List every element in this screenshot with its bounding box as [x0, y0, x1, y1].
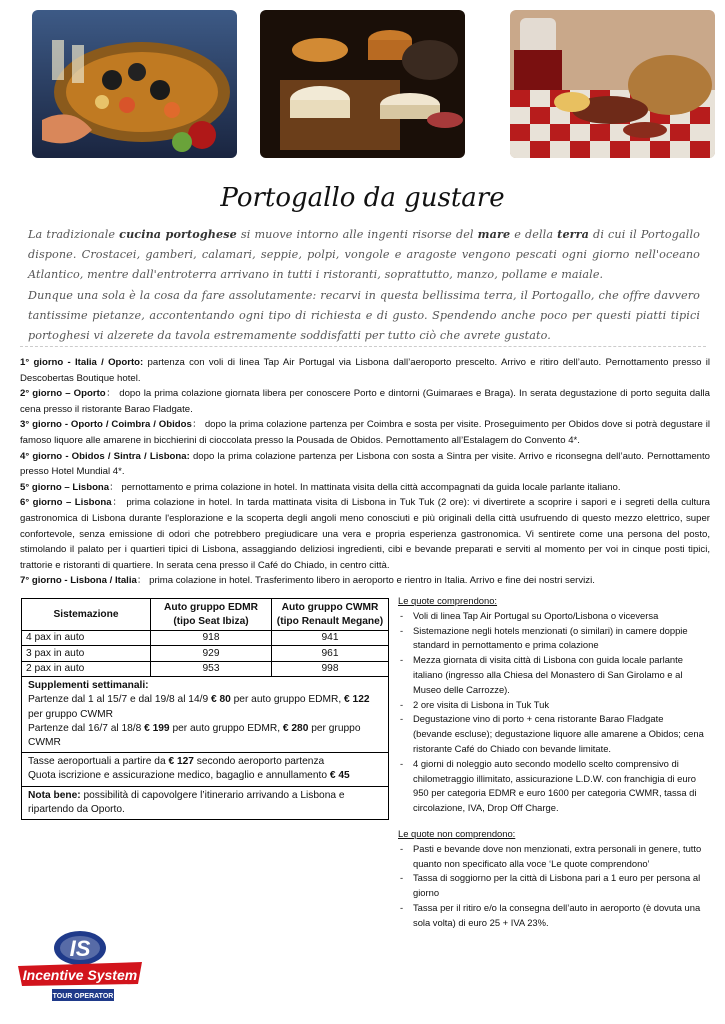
- intro-text-part: di cui il Portogallo dispone. Crostacei, gamberi, calamari, seppie, polpi, vongole e aragoste vengono pescati ogni giorno nell'oceano Atlantico, mentre dall'entroterra arrivano in tutti i ristoranti, soprattutto, manzo, pollame e maiale.: [28, 228, 700, 282]
- intro-text-part: e della: [510, 228, 558, 241]
- logo-subtitle: TOUR OPERATOR: [52, 993, 114, 1000]
- header-line: Auto gruppo CWMR: [281, 601, 379, 613]
- cured-meats-photo: [510, 10, 715, 158]
- itinerary-day: [20, 573, 710, 589]
- day-text: ： pernottamento e prima colazione in hotel. In mattinata visita della città accompagnati da guida locale parlante italiano.: [109, 481, 621, 493]
- itinerary-day: [20, 386, 710, 417]
- day-text: ： dopo la prima colazione giornata libera per conoscere Porto e dintorni (Guimaraes e Braga). In serata degustazione di porto seguita dalla cena presso il ristorante Barao Fladgate.: [20, 388, 710, 415]
- supplements-title: Supplementi settimanali:: [28, 680, 149, 692]
- price-cwmr: 998: [272, 661, 389, 676]
- supplement-text: Partenze dal 16/7 al 18/8: [28, 722, 145, 734]
- exclusions-list: [398, 842, 704, 931]
- column-header-sistemazione: Sistemazione: [22, 599, 151, 631]
- supplement-amount: € 122: [344, 694, 370, 706]
- list-item: - 2 ore visita di Lisbona in Tuk Tuk: [398, 698, 704, 713]
- supplements-row: [22, 677, 389, 753]
- column-header-cwmr: [272, 599, 389, 631]
- itinerary: [20, 355, 710, 589]
- supplement-text: per gruppo CWMR: [28, 722, 361, 748]
- supplement-amount: € 80: [210, 694, 231, 706]
- tax-amount: € 127: [168, 756, 194, 768]
- intro-text: [28, 224, 700, 346]
- supplement-amount: € 199: [144, 722, 170, 734]
- day-heading: 1° giorno - Italia / Oporto:: [20, 357, 144, 368]
- day-heading: 7° giorno - Lisbona / Italia: [20, 575, 137, 587]
- row-label: 3 pax in auto: [22, 646, 151, 661]
- intro-text-part: si muove intorno alle ingenti risorse del: [236, 228, 478, 241]
- incentive-system-logo: [16, 928, 146, 1004]
- tax-text: Tasse aeroportuali a partire da: [28, 756, 169, 768]
- fee-amount: € 45: [329, 770, 350, 782]
- fee-text: Quota iscrizione e assicurazione medico, bagaglio e annullamento: [28, 770, 330, 782]
- supplement-text: per auto gruppo EDMR,: [169, 722, 283, 734]
- cheese-photo: [260, 10, 465, 158]
- inclusions-list: [398, 609, 704, 816]
- note-text: possibilità di capovolgere l’itinerario arrivando a Lisbona e ripartendo da Oporto.: [28, 789, 345, 815]
- row-label: 2 pax in auto: [22, 661, 151, 676]
- note-row: [22, 786, 389, 819]
- list-item: - Degustazione vino di porto + cena ristorante Barao Fladgate (bevande escluse); degustazione liquore alle amarene a Obidos; cena ristorante Café do Chiado con bevande limitate.: [398, 712, 704, 756]
- photo-strip: [32, 10, 694, 160]
- list-item: - Sistemazione negli hotels menzionati (o similari) in camere doppie standard in pernottamento e prima colazione: [398, 624, 704, 654]
- supplements-cell: [22, 677, 389, 753]
- section-divider: [20, 346, 706, 347]
- seafood-paella-photo: [32, 10, 237, 158]
- header-line: (tipo Renault Megane): [276, 615, 384, 627]
- day-heading: 5° giorno – Lisbona: [20, 481, 110, 493]
- table-header-row: [22, 599, 389, 631]
- price-edmr: 953: [151, 661, 272, 676]
- supplement-text: Partenze dal 1 al 15/7 e dal 19/8 al 14/9: [28, 694, 211, 706]
- day-text: ： dopo la prima colazione partenza per Coimbra e sosta per visite. Proseguimento per Obidos dove si potrà degustare il famoso liquore alle amarene in bicchierini di cioccolata presso la Pousada de Obidos. Pernottamento all’Estalagem do Convento 4*.: [20, 419, 710, 446]
- intro-emphasis: terra: [557, 227, 589, 241]
- intro-emphasis: mare: [477, 227, 511, 241]
- page-title: Portogallo da gustare: [220, 183, 505, 213]
- day-text: dopo la prima colazione partenza per Lisbona con sosta a Sintra per visite. Arrivo e riconsegna dell’auto. Pernottamento presso Hotel Mundial 4*.: [20, 450, 710, 478]
- exclusions-heading: Le quote non comprendono:: [398, 827, 516, 839]
- list-item: - Tassa per il ritiro e/o la consegna dell’auto in aeroporto (è dovuta una sola volta) di euro 25 + IVA 23%.: [398, 901, 704, 931]
- day-heading: 3° giorno - Oporto / Coimbra / Obidos: [20, 419, 192, 431]
- supplement-amount: € 280: [282, 722, 309, 734]
- day-heading: 2° giorno – Oporto: [20, 388, 106, 400]
- taxes-row: [22, 753, 389, 786]
- logo-mark: IS: [69, 936, 91, 961]
- logo-name: Incentive System: [22, 967, 138, 983]
- list-item: - Pasti e bevande dove non menzionati, extra personali in genere, tutto quanto non specificato alla voce ‘Le quote comprendono’: [398, 842, 704, 872]
- intro-emphasis: cucina portoghese: [119, 227, 237, 241]
- table-row: [22, 661, 389, 676]
- note-cell: [22, 786, 389, 819]
- day-heading: 4° giorno - Obidos / Sintra / Lisbona:: [20, 450, 190, 462]
- intro-text-part: La tradizionale: [28, 228, 120, 241]
- price-cwmr: 961: [272, 646, 389, 661]
- price-edmr: 929: [151, 646, 272, 661]
- itinerary-day: [20, 417, 710, 448]
- supplement-text: per auto gruppo EDMR,: [230, 694, 345, 706]
- list-item: - 4 giorni di noleggio auto secondo modello scelto comprensivo di chilometraggio illimitato, assicurazione L.D.W. con franchigia di euro 950 per categoria EDMR e euro 1600 per categoria CWMR, tassa di circolazione, IVA, Drop Off Charge.: [398, 757, 704, 816]
- taxes-cell: [22, 753, 389, 786]
- row-label: 4 pax in auto: [22, 631, 151, 646]
- table-row: [22, 631, 389, 646]
- inclusions-section: [398, 594, 704, 931]
- table-row: [22, 646, 389, 661]
- header-line: (tipo Seat Ibiza): [173, 615, 249, 627]
- header-line: Auto gruppo EDMR: [164, 601, 258, 613]
- day-text: partenza con voli di linea Tap Air Portugal via Lisbona dall’aeroporto prescelto. Arrivo e ritiro dell’auto. Pernottamento presso il Descobertas Boutique hotel.: [20, 357, 710, 384]
- column-header-edmr: [151, 599, 272, 631]
- price-edmr: 918: [151, 631, 272, 646]
- tax-text: secondo aeroporto partenza: [193, 756, 325, 768]
- supplement-text: per gruppo CWMR: [28, 708, 113, 720]
- itinerary-day: [20, 480, 710, 496]
- list-item: - Tassa di soggiorno per la città di Lisbona pari a 1 euro per persona al giorno: [398, 871, 704, 901]
- inclusions-heading: Le quote comprendono:: [398, 595, 498, 606]
- list-item: - Mezza giornata di visita città di Lisbona con guida locale parlante italiano (ingresso alla Chiesa del Monastero di San Girolamo e al Museo delle Carrozze).: [398, 653, 704, 697]
- list-item: - Voli di linea Tap Air Portugal su Oporto/Lisbona o viceversa: [398, 609, 704, 624]
- intro-paragraph-2: Dunque una sola è la cosa da fare assolutamente: recarvi in questa bellissima terra, il Portogallo, che offre davvero tantissime pietanze, accontentando ogni tipo di richiesta e di gusto. Spendendo anche poco per questi piatti tipici portoghesi vi alzerete da tavola estremamente soddisfatti per tutto ciò che avrete gustato.: [28, 288, 700, 343]
- day-text: ： prima colazione in hotel. Trasferimento libero in aeroporto e rientro in Italia. Arrivo e fine dei nostri servizi.: [136, 575, 595, 587]
- itinerary-day: [20, 355, 710, 386]
- day-text: ： prima colazione in hotel. In tarda mattinata visita di Lisbona in Tuk Tuk (2 ore): vi divertirete a scoprire i sapori e i segreti della cultura gastronomica di Lisbona durante l'esplorazione e la scoperta degli angoli meno conosciuti e più originali della città usufruendo di questo mezzo elettrico, super confortevole, senza emissione di odori che potrebbero pregiudicare una vera e propria esperienza gastronomica. Vi sentirete come una persona del posto, stimolando il palato per i quartieri tipici di Lisbona, assaggiando deliziosi ingredienti, cibi e bevande preparati e serviti al momento per voi in cinque posti tipici, trattorie e ristoranti di quartiere. In serata cena presso il Café do Chiado, in centro città.: [20, 497, 710, 571]
- itinerary-day: [20, 449, 710, 480]
- price-table: [21, 598, 389, 820]
- price-cwmr: 941: [272, 631, 389, 646]
- note-label: Nota bene:: [28, 789, 81, 801]
- itinerary-day: [20, 495, 710, 573]
- day-heading: 6° giorno – Lisbona: [20, 497, 112, 509]
